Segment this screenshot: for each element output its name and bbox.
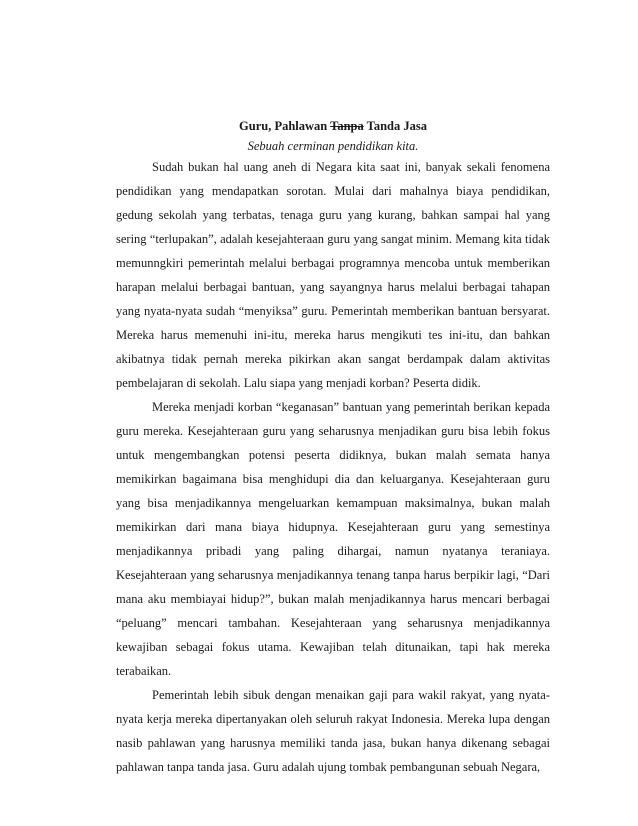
paragraph-3: Pemerintah lebih sibuk dengan menaikan gaji para wakil rakyat, yang nyata-nyata kerja mereka dipertanyakan oleh seluruh rakyat Indonesia. Mereka lupa dengan nasib pahlawan yang harusnya memiliki tanda jasa, bukan hanya dikenang sebagai pahlawan tanpa tanda jasa. Guru adalah ujung tombak pembangunan sebuah Negara,	[116, 688, 550, 774]
document-body	[116, 117, 550, 779]
title-struck-word: Tanpa	[330, 119, 364, 133]
document-title	[116, 117, 550, 135]
document-subtitle: Sebuah cerminan pendidikan kita.	[247, 139, 419, 153]
paragraph-2: Mereka menjadi korban “keganasan” bantuan yang pemerintah berikan kepada guru mereka. Kesejahteraan guru yang seharusnya menjadikan guru bisa lebih fokus untuk mengembangkan potensi peserta didiknya, bukan malah semata hanya memikirkan bagaimana bisa menghidupi dia dan keluarganya. Kesejahteraan guru yang bisa menjadikannya mengeluarkan kemampuan maksimalnya, bukan malah memikirkan dari mana biaya hidupnya. Kesejahteraan guru yang semestinya menjadikannya pribadi yang paling dihargai, namun nyatanya teraniaya. Kesejahteraan yang seharusnya menjadikannya tenang tanpa harus berpikir lagi, “Dari mana aku membiayai hidup?”, bukan malah menjadikannya harus mencari berbagai “peluang” mencari tambahan. Kesejahteraan yang seharusnya menjadikannya kewajiban sebagai fokus utama. Kewajiban telah ditunaikan, tapi hak mereka terabaikan.	[116, 400, 550, 678]
paragraph-1: Sudah bukan hal uang aneh di Negara kita saat ini, banyak sekali fenomena pendidikan yang mendapatkan sorotan. Mulai dari mahalnya biaya pendidikan, gedung sekolah yang terbatas, tenaga guru yang kurang, bahkan sampai hal yang sering “terlupakan”, adalah kesejahteraan guru yang sangat minim. Memang kita tidak memunngkiri pemerintah melalui berbagai programnya mencoba untuk memberikan harapan melalui berbagai bantuan, yang sayangnya harus melalui berbagai tahapan yang nyata-nyata sudah “menyiksa” guru. Pemerintah memberikan bantuan bersyarat. Mereka harus memenuhi ini-itu, mereka harus mengikuti tes ini-itu, dan bahkan akibatnya tidak pernah mereka pikirkan akan sangat berdampak dalam aktivitas pembelajaran di sekolah. Lalu siapa yang menjadi korban? Peserta didik.	[116, 160, 550, 390]
title-suffix: Tanda Jasa	[363, 119, 427, 133]
title-prefix: Guru, Pahlawan	[239, 119, 331, 133]
